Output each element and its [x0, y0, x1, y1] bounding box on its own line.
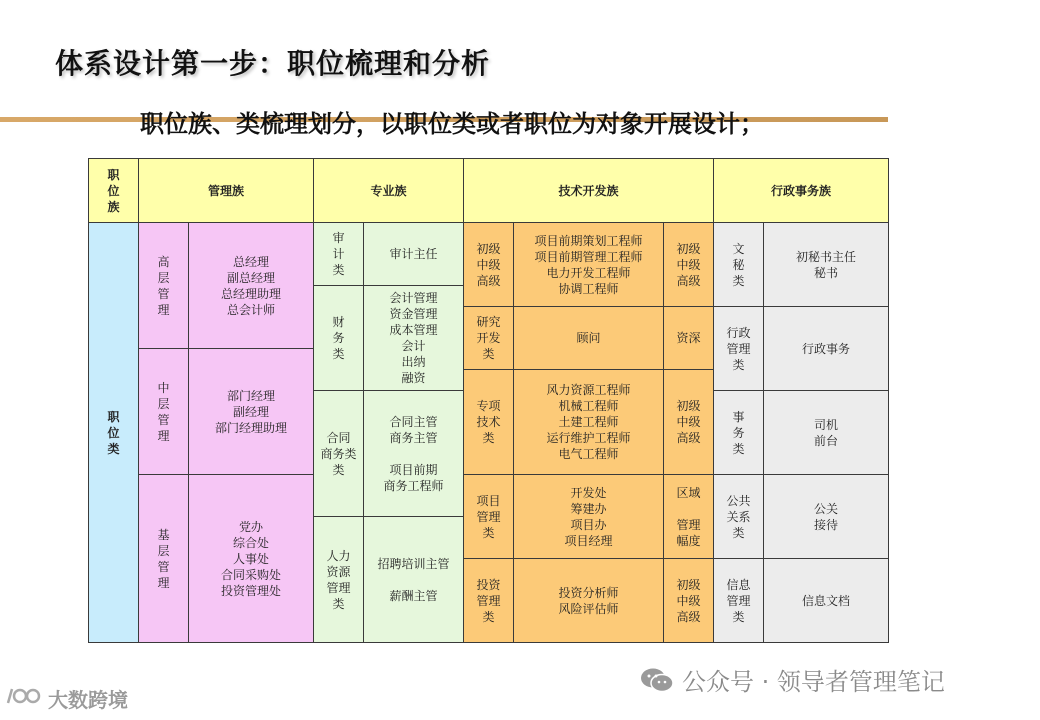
admin-cat-info: 信息 管理 类	[714, 559, 764, 643]
pro-jobs-audit: 审计主任	[364, 223, 464, 286]
header-mgmt: 管理族	[139, 159, 314, 223]
tech-level-5: 初级 中级 高级	[664, 559, 714, 643]
admin-jobs-admin: 行政事务	[764, 307, 889, 391]
tech-cat-levels-1: 初级 中级 高级	[464, 223, 514, 307]
admin-jobs-pr: 公关 接待	[764, 475, 889, 559]
wechat-icon	[640, 667, 674, 693]
tech-jobs-planning: 项目前期策划工程师 项目前期管理工程师 电力开发工程师 协调工程师	[514, 223, 664, 307]
pro-cat-hr: 人力 资源 管理 类	[314, 517, 364, 643]
tech-cat-project: 项目 管理 类	[464, 475, 514, 559]
position-category-label: 职 位 类	[89, 223, 139, 643]
tech-jobs-research: 顾问	[514, 307, 664, 370]
mgmt-cat-base: 基 层 管 理	[139, 475, 189, 643]
admin-cat-pr: 公共 关系 类	[714, 475, 764, 559]
admin-cat-secretary: 文 秘 类	[714, 223, 764, 307]
tech-cat-special: 专项 技术 类	[464, 370, 514, 475]
tech-level-1: 初级 中级 高级	[664, 223, 714, 307]
tech-jobs-project: 开发处 筹建办 项目办 项目经理	[514, 475, 664, 559]
pro-cat-contract: 合同 商务类类	[314, 391, 364, 517]
logo-text: 大数跨境	[48, 688, 128, 712]
tech-level-2: 资深	[664, 307, 714, 370]
pro-jobs-hr: 招聘培训主管 薪酬主管	[364, 517, 464, 643]
admin-jobs-affairs: 司机 前台	[764, 391, 889, 475]
wechat-watermark	[640, 662, 945, 697]
pro-cat-audit: 审 计 类	[314, 223, 364, 286]
logo-icon	[6, 685, 42, 712]
admin-cat-affairs: 事 务 类	[714, 391, 764, 475]
job-classification-table	[88, 158, 889, 643]
tech-cat-investment: 投资 管理 类	[464, 559, 514, 643]
tech-jobs-investment: 投资分析师 风险评估师	[514, 559, 664, 643]
mgmt-jobs-middle: 部门经理 副经理 部门经理助理	[189, 349, 314, 475]
tech-level-3: 初级 中级 高级	[664, 370, 714, 475]
tech-level-4: 区域 管理 幅度	[664, 475, 714, 559]
header-admin: 行政事务族	[714, 159, 889, 223]
tech-jobs-special: 风力资源工程师 机械工程师 土建工程师 运行维护工程师 电气工程师	[514, 370, 664, 475]
mgmt-jobs-senior: 总经理 副总经理 总经理助理 总会计师	[189, 223, 314, 349]
pro-jobs-contract: 合同主管 商务主管 项目前期 商务工程师	[364, 391, 464, 517]
admin-jobs-info: 信息文档	[764, 559, 889, 643]
subtitle: 职位族、类梳理划分，以职位类或者职位为对象开展设计；	[140, 110, 764, 138]
watermark-text: 公众号 · 领导者管理笔记	[682, 668, 945, 696]
brand-logo	[6, 684, 128, 713]
pro-jobs-finance: 会计管理 资金管理 成本管理 会计 出纳 融资	[364, 286, 464, 391]
mgmt-jobs-base: 党办 综合处 人事处 合同采购处 投资管理处	[189, 475, 314, 643]
mgmt-cat-middle: 中 层 管 理	[139, 349, 189, 475]
header-pro: 专业族	[314, 159, 464, 223]
page-title: 体系设计第一步：职位梳理和分析	[55, 47, 491, 80]
pro-cat-finance: 财 务 类	[314, 286, 364, 391]
tech-cat-research: 研究 开发 类	[464, 307, 514, 370]
header-corner: 职 位 族	[89, 159, 139, 223]
mgmt-cat-senior: 高 层 管 理	[139, 223, 189, 349]
header-tech: 技术开发族	[464, 159, 714, 223]
admin-cat-admin: 行政 管理 类	[714, 307, 764, 391]
admin-jobs-secretary: 初秘书主任 秘书	[764, 223, 889, 307]
